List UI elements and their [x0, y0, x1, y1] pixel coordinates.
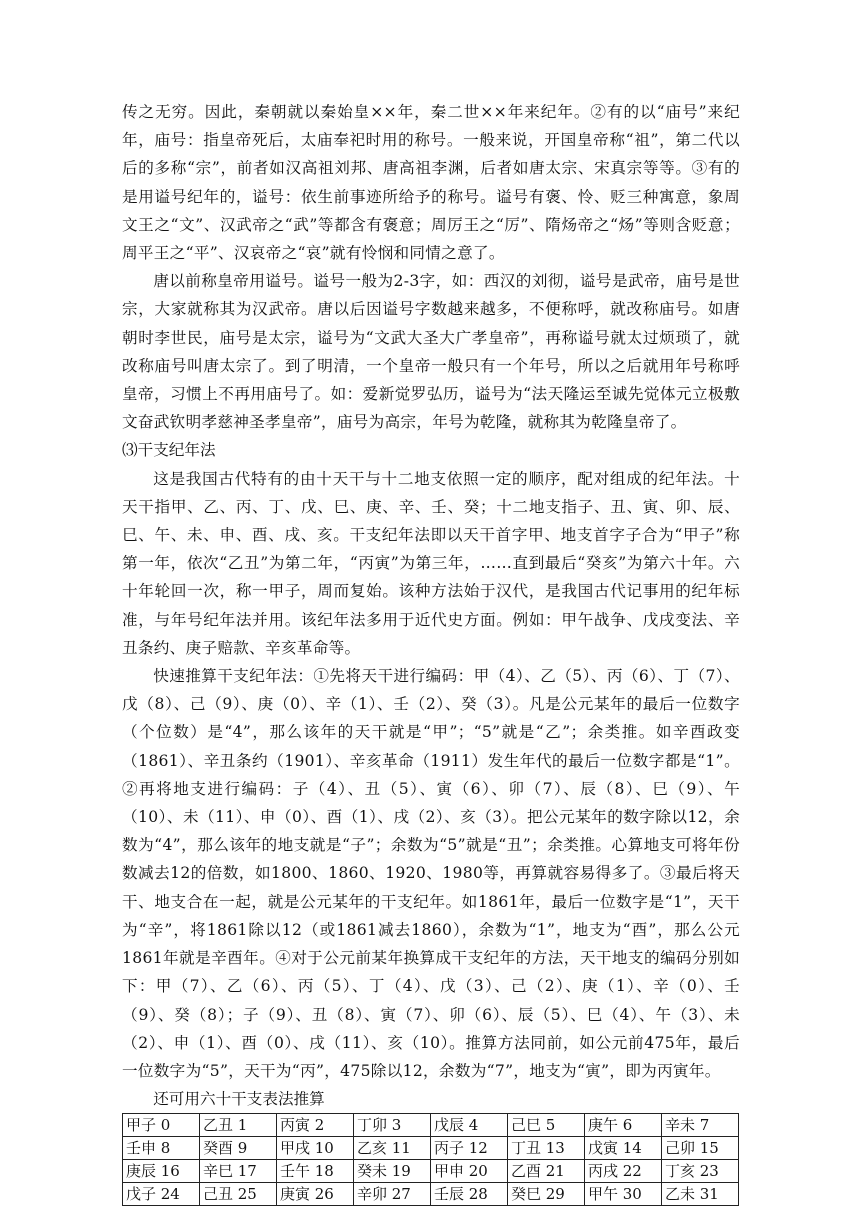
table-cell: 辛未 7 [662, 1114, 739, 1137]
table-cell: 乙亥 11 [354, 1137, 431, 1160]
paragraph-temple-names: 唐以前称皇帝用谥号。谥号一般为2-3字，如：西汉的刘彻，谥号是武帝，庙号是世宗，大家就称其为汉武帝。唐以后因谥号字数越来越多，不便称呼，就改称庙号。如唐朝时李世民，庙号是太宗，谥号为“文武大圣大广孝皇帝”，再称谥号就太过烦琐了，就改称庙号叫唐太宗了。到了明清，一个皇帝一般只有一个年号，所以之后就用年号称呼皇帝，习惯上不再用庙号了。如：爱新觉罗弘历，谥号为“法天隆运至诚先觉体元立极敷文奋武钦明孝慈神圣孝皇帝”，庙号为高宗，年号为乾隆，就称其为乾隆皇帝了。 [122, 272, 740, 432]
table-cell: 乙未 31 [662, 1183, 739, 1206]
table-cell: 辛巳 17 [200, 1160, 277, 1183]
table-cell: 戊辰 4 [431, 1114, 508, 1137]
table-cell: 戊寅 14 [585, 1137, 662, 1160]
table-cell: 甲子 0 [123, 1114, 200, 1137]
paragraph-posthumous-names: 传之无穷。因此，秦朝就以秦始皇××年，秦二世××年来纪年。②有的以“庙号”来纪年，庙号：指皇帝死后，太庙奉祀时用的称号。一般来说，开国皇帝称“祖”，第二代以后的多称“宗”，前者如汉高祖刘邦、唐高祖李渊，后者如唐太宗、宋真宗等等。③有的是用谥号纪年的，谥号：依生前事迹所给予的称号。谥号有褒、怜、贬三种寓意，象周文王之“文”、汉武帝之“武”等都含有褒意；周厉王之“厉”、隋炀帝之“炀”等则含贬意；周平王之“平”、汉哀帝之“哀”就有怜悯和同情之意了。 [122, 103, 740, 263]
table-cell: 甲午 30 [585, 1183, 662, 1206]
table-row [123, 1137, 739, 1160]
table-cell: 壬午 18 [277, 1160, 354, 1183]
section-heading-ganzhi: ⑶干支纪年法 [122, 441, 216, 460]
table-cell: 辛卯 27 [354, 1183, 431, 1206]
table-cell: 丙戌 22 [585, 1160, 662, 1183]
table-cell: 庚寅 26 [277, 1183, 354, 1206]
table-cell: 丙寅 2 [277, 1114, 354, 1137]
document-page [122, 98, 740, 1206]
paragraph-quick-calculation: 快速推算干支纪年法：①先将天干进行编码：甲（4）、乙（5）、丙（6）、丁（7）、戊（8）、己（9）、庚（0）、辛（1）、壬（2）、癸（3）。凡是公元某年的最后一位数字（个位数）是“4”，那么该年的天干就是“甲”；“5”就是“乙”；余类推。如辛酉政变（1861）、辛丑条约（1901）、辛亥革命（1911）发生年代的最后一位数字都是“1”。②再将地支进行编码：子（4）、丑（5）、寅（6）、卯（7）、辰（8）、巳（9）、午（10）、未（11）、申（0）、酉（1）、戌（2）、亥（3）。把公元某年的数字除以12，余数为“4”，那么该年的地支就是“子”；余数为“5”就是“丑”；余类推。心算地支可将年份数减去12的倍数，如1800、1860、1920、1980等，再算就容易得多了。③最后将天干、地支合在一起，就是公元某年的干支纪年。如1861年，最后一位数字是“1”，天干为“辛”，将1861除以12（或1861减去1860），余数为“1”，地支为“酉”，那么公元1861年就是辛酉年。④对于公元前某年换算成干支纪年的方法，天干地支的编码分别如下：甲（7）、乙（6）、丙（5）、丁（4）、戊（3）、己（2）、庚（1）、辛（0）、壬（9）、癸（8）；子（9）、丑（8）、寅（7）、卯（6）、辰（5）、巳（4）、午（3）、未（2）、申（1）、酉（0）、戌（11）、亥（10）。推算方法同前，如公元前475年，最后一位数字为“5”，天干为“丙”，475除以12，余数为“7”，地支为“寅”，即为丙寅年。 [122, 667, 740, 1080]
table-cell: 甲戌 10 [277, 1137, 354, 1160]
table-cell: 癸巳 29 [508, 1183, 585, 1206]
table-cell: 癸酉 9 [200, 1137, 277, 1160]
table-row [123, 1183, 739, 1206]
sexagenary-cycle-table [122, 1113, 739, 1206]
table-cell: 己丑 25 [200, 1183, 277, 1206]
table-cell: 丁丑 13 [508, 1137, 585, 1160]
table-cell: 庚辰 16 [123, 1160, 200, 1183]
table-cell: 丁亥 23 [662, 1160, 739, 1183]
table-cell: 己卯 15 [662, 1137, 739, 1160]
table-cell: 庚午 6 [585, 1114, 662, 1137]
table-cell: 丙子 12 [431, 1137, 508, 1160]
table-cell: 丁卯 3 [354, 1114, 431, 1137]
table-cell: 癸未 19 [354, 1160, 431, 1183]
table-cell: 乙酉 21 [508, 1160, 585, 1183]
table-caption: 还可用六十干支表法推算 [153, 1090, 325, 1109]
paragraph-ganzhi-intro: 这是我国古代特有的由十天干与十二地支依照一定的顺序，配对组成的纪年法。十天干指甲、乙、丙、丁、戊、巳、庚、辛、壬、癸；十二地支指子、丑、寅、卯、辰、巳、午、未、申、酉、戌、亥。干支纪年法即以天干首字甲、地支首字子合为“甲子”称第一年，依次“乙丑”为第二年，“丙寅”为第三年，……直到最后“癸亥”为第六十年。六十年轮回一次，称一甲子，周而复始。该种方法始于汉代，是我国古代记事用的纪年标准，与年号纪年法并用。该纪年法多用于近代史方面。例如：甲午战争、戊戌变法、辛丑条约、庚子赔款、辛亥革命等。 [122, 469, 740, 657]
table-cell: 壬申 8 [123, 1137, 200, 1160]
table-row [123, 1160, 739, 1183]
table-row [123, 1114, 739, 1137]
table-cell: 己巳 5 [508, 1114, 585, 1137]
table-cell: 壬辰 28 [431, 1183, 508, 1206]
table-cell: 戊子 24 [123, 1183, 200, 1206]
table-cell: 甲申 20 [431, 1160, 508, 1183]
table-cell: 乙丑 1 [200, 1114, 277, 1137]
